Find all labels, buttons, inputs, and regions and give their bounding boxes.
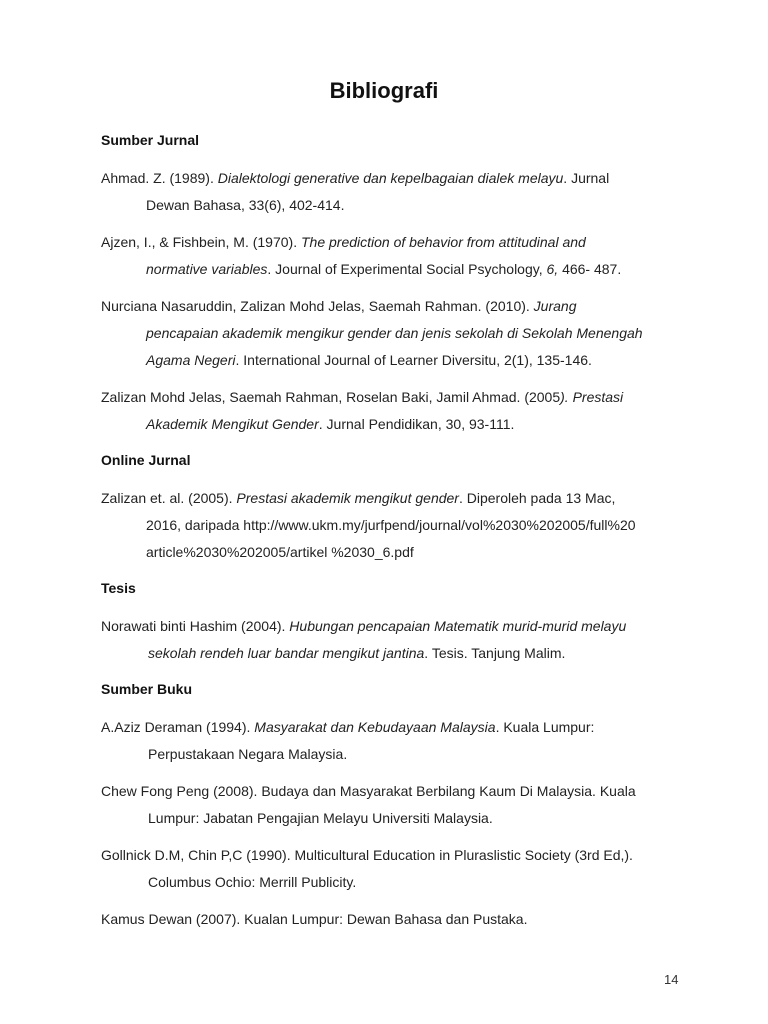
bibliography-section — [101, 576, 691, 667]
reference-text: Chew Fong Peng (2008). Budaya dan Masyarakat Berbilang Kaum Di Malaysia. Kuala — [101, 783, 636, 799]
document-title: Bibliografi — [329, 78, 439, 103]
reference-line — [101, 256, 691, 283]
reference-line — [101, 640, 691, 667]
reference-title-text: The prediction of behavior from attitudinal and — [300, 234, 586, 250]
reference-line — [101, 906, 691, 933]
reference-title-text: Prestasi akademik mengikut gender — [236, 490, 459, 506]
bibliography-section — [101, 677, 691, 933]
reference-line — [101, 613, 691, 640]
reference-text: Lumpur: Jabatan Pengajian Melayu Universiti Malaysia. — [148, 810, 493, 826]
reference-title-text: Jurang — [533, 298, 577, 314]
reference-text: 466- 487. — [558, 261, 622, 277]
reference-line — [101, 229, 691, 256]
reference-title-text: Akademik Mengikut Gender — [146, 416, 319, 432]
reference-text: A.Aziz Deraman (1994). — [101, 719, 255, 735]
reference-entry — [101, 842, 691, 896]
reference-line — [101, 293, 691, 320]
reference-line — [101, 842, 691, 869]
reference-line — [101, 741, 691, 768]
reference-line — [101, 192, 691, 219]
reference-text: Zalizan et. al. (2005). — [101, 490, 237, 506]
reference-entry — [101, 293, 691, 374]
reference-entry — [101, 229, 691, 283]
reference-text: Gollnick D.M, Chin P,C (1990). Multicultural Education in Pluraslistic Society (3rd Ed,). — [101, 847, 633, 863]
reference-text: Zalizan Mohd Jelas, Saemah Rahman, Roselan Baki, Jamil Ahmad. (2005 — [101, 389, 561, 405]
reference-text: . Diperoleh pada 13 Mac, — [458, 490, 616, 506]
reference-text: Kamus Dewan (2007). Kualan Lumpur: Dewan Bahasa dan Pustaka. — [101, 911, 528, 927]
reference-title-text: pencapaian akademik mengikur gender dan jenis sekolah di Sekolah Menengah — [146, 325, 643, 341]
section-heading: Tesis — [101, 580, 136, 596]
reference-title-text: Hubungan pencapaian Matematik murid-murid melayu — [289, 618, 627, 634]
reference-title-text: 6, — [546, 261, 559, 277]
page-number: 14 — [664, 972, 679, 987]
reference-entry — [101, 906, 691, 933]
reference-line — [101, 539, 691, 566]
reference-text: . Journal of Experimental Social Psychology, — [267, 261, 547, 277]
reference-entry — [101, 165, 691, 219]
reference-line — [101, 805, 691, 832]
reference-text: . Kuala Lumpur: — [495, 719, 595, 735]
reference-line — [101, 714, 691, 741]
reference-text: Nurciana Nasaruddin, Zalizan Mohd Jelas, Saemah Rahman. (2010). — [101, 298, 534, 314]
reference-text: . Jurnal Pendidikan, 30, 93-111. — [318, 416, 515, 432]
reference-line — [101, 165, 691, 192]
section-heading: Sumber Buku — [101, 681, 193, 697]
reference-line — [101, 778, 691, 805]
reference-text: Ajzen, I., & Fishbein, M. (1970). — [101, 234, 301, 250]
reference-line — [101, 320, 691, 347]
reference-line — [101, 384, 691, 411]
reference-text: Ahmad. Z. (1989). — [101, 170, 218, 186]
reference-line — [101, 485, 691, 512]
reference-title-text: Masyarakat dan Kebudayaan Malaysia — [254, 719, 496, 735]
bibliography-section — [101, 128, 691, 438]
reference-text: . Jurnal — [563, 170, 610, 186]
reference-title-text: Agama Negeri — [146, 352, 236, 368]
reference-text: Columbus Ochio: Merrill Publicity. — [148, 874, 357, 890]
bibliography-section — [101, 448, 691, 566]
reference-line — [101, 347, 691, 374]
reference-text: Dewan Bahasa, 33(6), 402-414. — [146, 197, 345, 213]
reference-entry — [101, 384, 691, 438]
reference-line — [101, 411, 691, 438]
reference-line — [101, 512, 691, 539]
reference-entry — [101, 613, 691, 667]
bibliography-content — [101, 128, 691, 943]
section-heading: Online Jurnal — [101, 452, 191, 468]
section-heading: Sumber Jurnal — [101, 132, 200, 148]
reference-entry — [101, 778, 691, 832]
reference-title-text: sekolah rendeh luar bandar mengikut jantina — [148, 645, 425, 661]
reference-text: Perpustakaan Negara Malaysia. — [148, 746, 348, 762]
reference-title-text: Dialektologi generative dan kepelbagaian dialek melayu — [217, 170, 564, 186]
reference-entry — [101, 714, 691, 768]
reference-text: 2016, daripada http://www.ukm.my/jurfpend/journal/vol%2030%202005/full%20 — [146, 517, 636, 533]
reference-text: Norawati binti Hashim (2004). — [101, 618, 290, 634]
reference-entry — [101, 485, 691, 566]
reference-title-text: normative variables — [146, 261, 268, 277]
reference-text: . International Journal of Learner Diversitu, 2(1), 135-146. — [235, 352, 592, 368]
reference-text: article%2030%202005/artikel %2030_6.pdf — [146, 544, 414, 560]
reference-text: . Tesis. Tanjung Malim. — [424, 645, 566, 661]
reference-title-text: ). Prestasi — [560, 389, 624, 405]
reference-line — [101, 869, 691, 896]
